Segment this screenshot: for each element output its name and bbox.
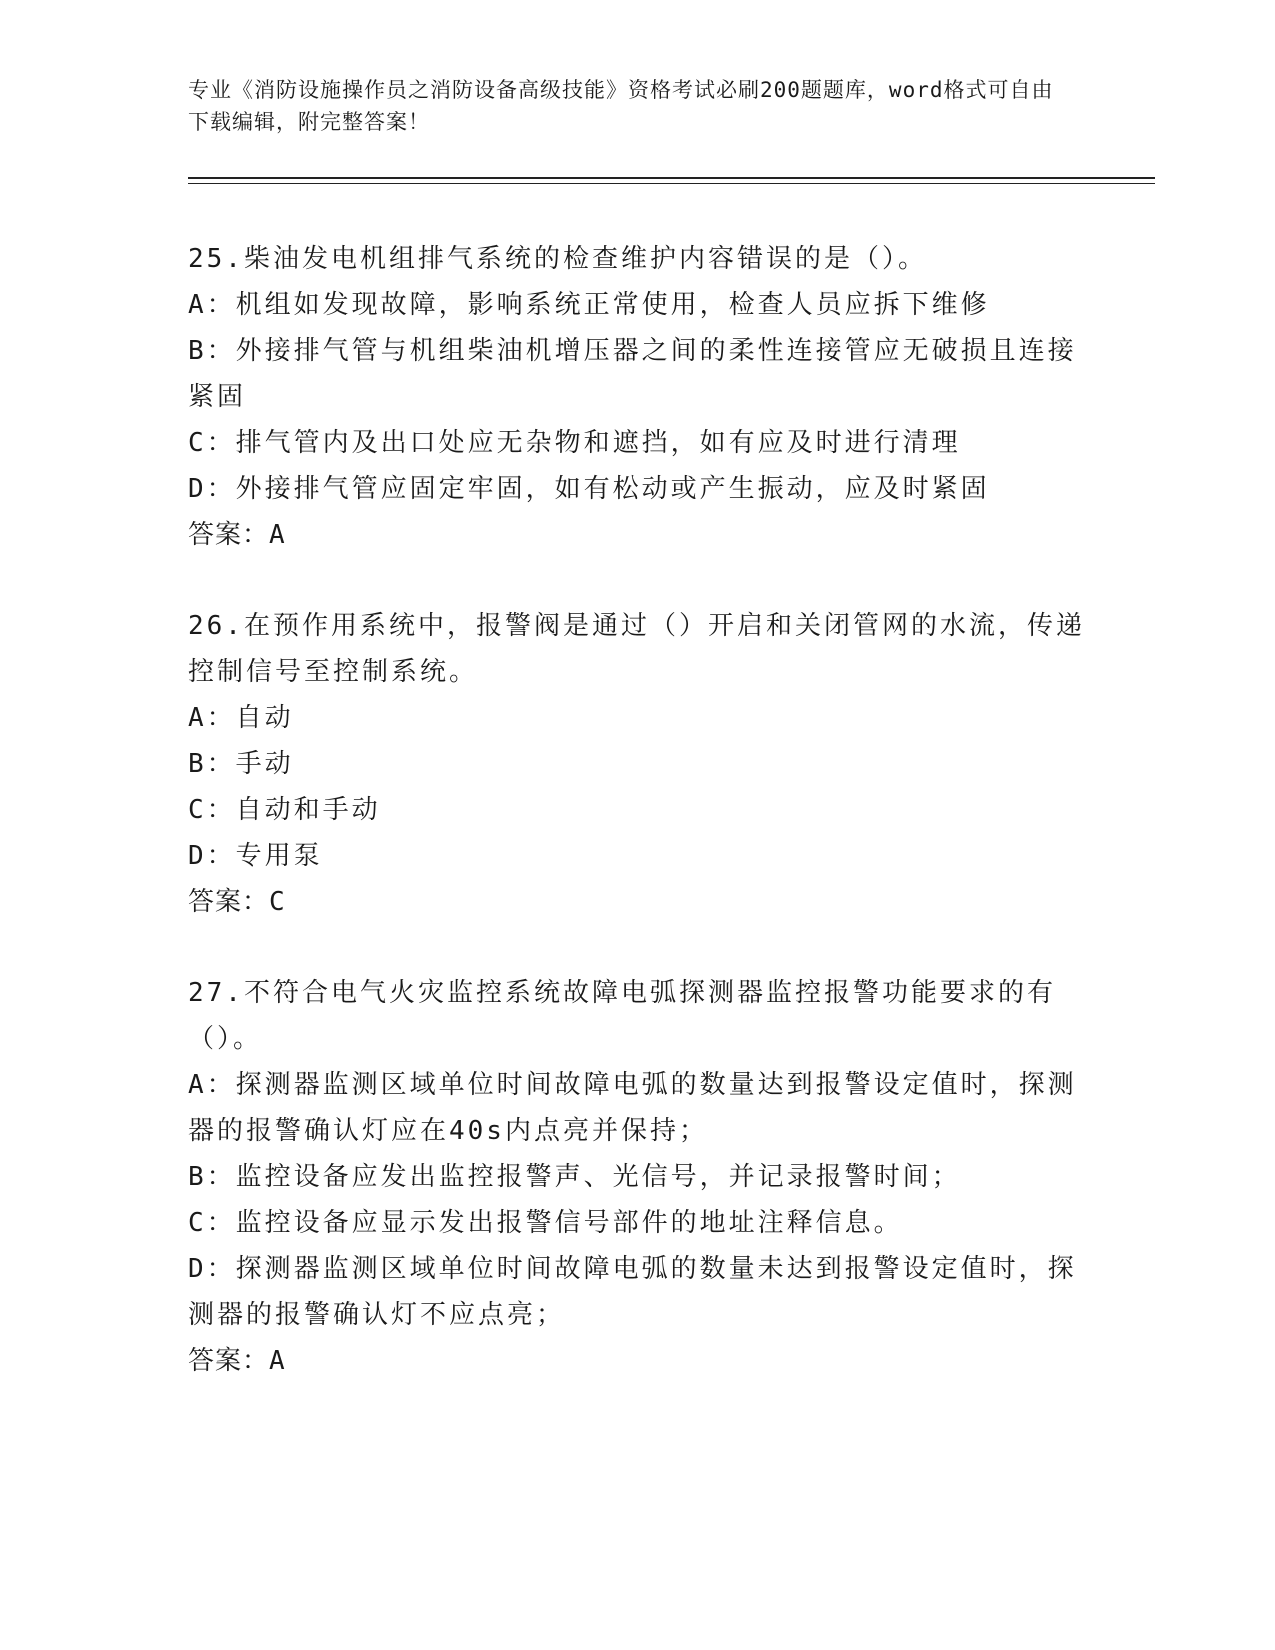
option-b: B：监控设备应发出监控报警声、光信号，并记录报警时间； (188, 1162, 961, 1192)
option-c: C：自动和手动 (188, 795, 381, 825)
answer-label: 答案： (188, 1346, 270, 1376)
answer-value: C (269, 887, 286, 917)
answer-line (188, 879, 1088, 925)
question-stem: 27.不符合电气火灾监控系统故障电弧探测器监控报警功能要求的有（）。 (188, 978, 1056, 1054)
answer-label: 答案： (188, 887, 270, 917)
answer-value: A (269, 1346, 286, 1376)
question-stem: 25.柴油发电机组排气系统的检查维护内容错误的是（）。 (188, 244, 927, 274)
option-a: A：机组如发现故障，影响系统正常使用，检查人员应拆下维修 (188, 290, 990, 320)
header-divider-thin (188, 183, 1155, 184)
question-list (188, 236, 1088, 1429)
document-header-intro: 专业《消防设施操作员之消防设备高级技能》资格考试必刷200题题库，word格式可自由下载编辑，附完整答案！ (188, 78, 1054, 134)
option-b: B：外接排气管与机组柴油机增压器之间的柔性连接管应无破损且连接紧固 (188, 336, 1077, 412)
option-c: C：监控设备应显示发出报警信号部件的地址注释信息。 (188, 1208, 903, 1238)
header-divider-thick (188, 177, 1155, 179)
option-d: D：专用泵 (188, 841, 323, 871)
answer-line (188, 1338, 1088, 1384)
answer-value: A (269, 520, 286, 550)
answer-label: 答案： (188, 520, 270, 550)
question-27 (188, 970, 1088, 1384)
question-25 (188, 236, 1088, 558)
option-d: D：探测器监测区域单位时间故障电弧的数量未达到报警设定值时，探测器的报警确认灯不应点亮； (188, 1254, 1077, 1330)
answer-line (188, 512, 1088, 558)
option-c: C：排气管内及出口处应无杂物和遮挡，如有应及时进行清理 (188, 428, 961, 458)
question-stem: 26.在预作用系统中，报警阀是通过（）开启和关闭管网的水流，传递控制信号至控制系统。 (188, 611, 1085, 687)
option-d: D：外接排气管应固定牢固，如有松动或产生振动，应及时紧固 (188, 474, 990, 504)
option-a: A：自动 (188, 703, 294, 733)
question-26 (188, 603, 1088, 925)
option-a: A：探测器监测区域单位时间故障电弧的数量达到报警设定值时，探测器的报警确认灯应在40s内点亮并保持； (188, 1070, 1077, 1146)
option-b: B：手动 (188, 749, 294, 779)
